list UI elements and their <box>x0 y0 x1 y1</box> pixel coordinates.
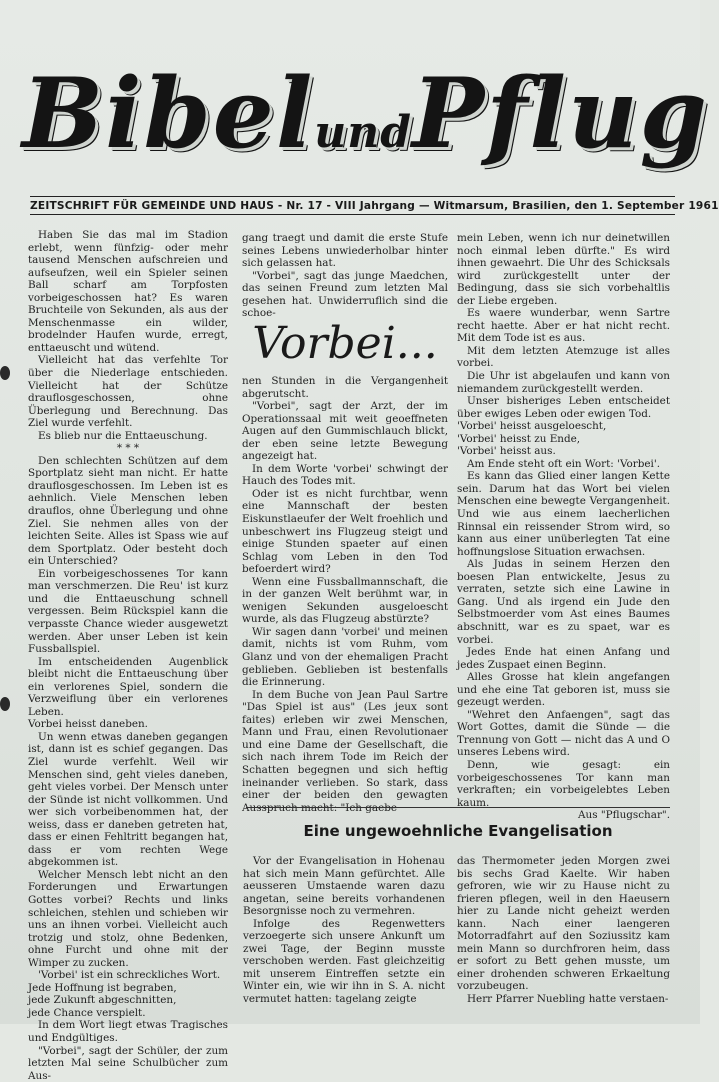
paragraph: Es blieb nur die Enttaeuschung. <box>38 429 208 442</box>
paragraph: In dem Buche von Jean Paul Sartre "Das Spiel ist aus" (Les jeux sont faites) erleben wir zwei Menschen, Mann und Frau, einen Revolutionaer und eine Dame der Gesellschaft, die sich nach ihrem Tode im Reich der Schatten begegnen und sich heftig ineinander verlieben. So stark, dass einer der beiden den gewagten Ausspruch macht: "Ich gaebe <box>242 688 448 814</box>
paragraph: Unser bisheriges Leben entscheidet über ewiges Leben oder ewigen Tod. <box>457 395 670 420</box>
punch-hole-top <box>0 366 10 380</box>
masthead-word-pflug: Pflug <box>412 57 709 170</box>
article1-col2-bottom <box>242 375 448 814</box>
paragraph: Aus "Pflugschar". <box>578 809 670 822</box>
paragraph: jede Chance verspielt. <box>28 1006 146 1019</box>
paragraph: das Thermometer jeden Morgen zwei bis sechs Grad Kaelte. Wir haben gefroren, wie wir zu Hause nicht zu frieren pflegen, weil in den Haeusern hier zu Lande nicht geheizt werden kann. Nach einer laengeren Motorradfahrt auf den Soziussitz kam mein Mann so durchfroren heim, dass er sofort zu Bett gehen musste, um einer drohenden schweren Erkaeltung vorzubeugen. <box>457 855 670 993</box>
paragraph: mein Leben, wenn ich nur deinetwillen noch einmal leben dürfte." Es wird ihnen gewaehrt. Die Uhr des Schicksals wird zurückgestellt unter der Bedingung, dass sie sich vorbehaltlis der Liebe ergeben. <box>457 232 670 307</box>
paragraph: Den schlechten Schützen auf dem Sportplatz sieht man nicht. Er hatte drauflosgeschossen. Im Leben ist es aehnlich. Viele Menschen leben drauflos, ohne Überlegung und ohne Ziel. Sie nehmen alles von der leichten Seite. Alles ist Spass wie auf dem Sportplatz. Oder besteht doch ein Unterschied? <box>28 454 228 568</box>
article1-col3 <box>457 232 670 822</box>
paragraph: Es kann das Glied einer langen Kette sein. Darum hat das Wort bei vielen Menschen eine bewegte Vergangenheit. Und wie aus einem laecherlichen Rinnsal ein reissender Strom wird, so kann aus einer unüberlegten Tat eine hoffnungslose Situation erwachsen. <box>457 470 670 558</box>
article2-col2 <box>457 855 670 1006</box>
paragraph: 'Vorbei' ist ein schreckliches Wort. <box>38 969 221 982</box>
paragraph: Als Judas in seinem Herzen den boesen Plan entwickelte, Jesus zu verraten, setzte sich eine Lawine in Gang. Und als irgend ein Jude den Selbstmoerder vom Ast eines Baumes abschnitt, war es zu spaet, war es vorbei. <box>457 558 670 646</box>
paragraph: Wir sagen dann 'vorbei' und meinen damit, nichts ist vom Ruhm, vom Glanz und von der ehemaligen Pracht geblieben. Geblieben ist bestenfalls die Erinnerung. <box>242 625 448 689</box>
article2-col1 <box>243 855 445 1006</box>
paragraph: Vorbei heisst daneben. <box>28 718 148 731</box>
paragraph: Jedes Ende hat einen Anfang und jedes Zuspaet einen Beginn. <box>457 646 670 671</box>
paragraph: jede Zukunft abgeschnitten, <box>28 994 177 1007</box>
paragraph: Mit dem letzten Atemzuge ist alles vorbei. <box>457 344 670 370</box>
paragraph: Oder ist es nicht furchtbar, wenn eine Mannschaft der besten Eiskunstlaeufer der Welt froehlich und unbeschwert ins Flugzeug steigt und einige Stunden spaeter auf einen Schlag vom Leben in den Tod befoerdert wird? <box>242 487 448 576</box>
paragraph: In dem Worte 'vorbei' schwingt der Hauch des Todes mit. <box>242 462 448 488</box>
paragraph: Haben Sie das mal im Stadion erlebt, wenn fünfzig- oder mehr tausend Menschen aufschreien und aufseufzen, weil ein Spieler seinen Ball scharf am Torpfosten vorbeigeschossen hat? Es waren Bruchteile von Sekunden, als aus der Menschenmasse ein wilder, brodelnder Haufen wurde, erregt, enttaeuscht und wütend. <box>28 229 228 354</box>
paragraph: Denn, wie gesagt: ein vorbeigeschossenes Tor kann man verkraften; ein vorbeigelebtes Leben kaum. <box>457 758 670 809</box>
paragraph: "Vorbei", sagt der Schüler, der zum letzten Mal seine Schulbücher zum Aus- <box>28 1044 228 1082</box>
punch-hole-bottom <box>0 697 10 711</box>
masthead-title <box>22 57 709 170</box>
paragraph: In dem Wort liegt etwas Tragisches und Endgültiges. <box>28 1019 228 1044</box>
paragraph: Infolge des Regenwetters verzoegerte sich unsere Ankunft um zwei Tage, der Beginn musste verschoben werden. Fast gleichzeitig mit unserem Eintreffen setzte ein Winter ein, wie wir ihn in S. A. nicht vermutet hatten: tagelang zeigte <box>243 917 445 1006</box>
paragraph: * * * <box>116 442 140 455</box>
article1-col2-top <box>242 232 448 320</box>
paragraph: nen Stunden in die Vergangenheit abgerutscht. <box>242 375 448 400</box>
paragraph: gang traegt und damit die erste Stufe seines Lebens unwiederholbar hinter sich gelassen hat. <box>242 232 448 270</box>
paragraph: Am Ende steht oft ein Wort: 'Vorbei'. <box>467 457 661 470</box>
paragraph: Wenn eine Fussballmannschaft, die in der ganzen Welt berühmt war, in wenigen Sekunden ausgeloescht wurde, als das Flugzeug abstürzte? <box>242 575 448 626</box>
paragraph: Un wenn etwas daneben gegangen ist, dann ist es schief gegangen. Das Ziel wurde verfehlt. Weil wir Menschen sind, geht vieles daneben, geht vieles vorbei. Der Mensch unter der Sünde ist nicht vollkommen. Und wer sich vorbeibenommen hat, der weiss, dass er daneben getreten hat, dass er einen Fehltritt begangen hat, dass er vom rechten Wege abgekommen ist. <box>28 730 228 869</box>
paragraph: Alles Grosse hat klein angefangen und ehe eine Tat geboren ist, muss sie gezeugt werden. <box>457 671 670 709</box>
paragraph: Herr Pfarrer Nuebling hatte verstaen- <box>467 993 669 1006</box>
paragraph: Vielleicht hat das verfehlte Tor über die Niederlage entschieden. Vielleicht hat der Schütze drauflosgeschossen, ohne Überlegung und Berechnung. Das Ziel wurde verfehlt. <box>28 354 228 430</box>
paragraph: Die Uhr ist abgelaufen und kann von niemandem zurückgestellt werden. <box>457 370 670 395</box>
paragraph: 'Vorbei' heisst aus. <box>457 445 556 458</box>
article2-title: Eine ungewoehnliche Evangelisation <box>303 822 613 840</box>
paragraph: 'Vorbei' heisst zu Ende, <box>457 432 581 445</box>
paragraph: Vor der Evangelisation in Hohenau hat sich mein Mann gefürchtet. Alle aeusseren Umstaende waren dazu angetan, seine bereits vorhandenen Besorgnisse noch zu vermehren. <box>243 855 445 918</box>
paragraph: Jede Hoffnung ist begraben, <box>28 981 177 994</box>
masthead <box>22 40 709 188</box>
paragraph: Im entscheidenden Augenblick bleibt nicht die Enttaeuschung über ein verlorenes Spiel, sondern die Verzweiflung über ein verlorenes Leben. <box>28 655 228 718</box>
article1-col1 <box>28 229 228 1082</box>
paragraph: 'Vorbei' heisst ausgeloescht, <box>457 420 607 433</box>
paragraph: Welcher Mensch lebt nicht an den Forderungen und Erwartungen Gottes vorbei? Rechts und links schleichen, stehlen und schieben wir uns an ihnen vorbei. Vielleicht auch trotzig und stolz, ohne Bedenken, ohne Furcht und ohne mit der Wimper zu zucken. <box>28 868 228 969</box>
section-divider <box>246 807 670 808</box>
paragraph: "Wehret den Anfaengen", sagt das Wort Gottes, damit die Sünde — die Trennung von Gott — nicht das A und O unseres Lebens wird. <box>457 708 670 759</box>
subtitle-bar: ZEITSCHRIFT FÜR GEMEINDE UND HAUS - Nr. 17 - VIII Jahrgang — Witmarsum, Brasilien, den 1. September 1961 <box>30 196 675 215</box>
paragraph: Es waere wunderbar, wenn Sartre recht haette. Aber er hat nicht recht. Mit dem Tode ist es aus. <box>457 307 670 345</box>
paragraph: Ein vorbeigeschossenes Tor kann man verschmerzen. Die Reu' ist kurz und die Enttaeuschung schnell vergessen. Beim Rückspiel kann die verpasste Chance wieder ausgewetzt werden. Aber unser Leben ist kein Fussballspiel. <box>28 567 228 656</box>
masthead-word-bibel: Bibel <box>22 57 315 170</box>
paragraph: "Vorbei", sagt das junge Maedchen, das seinen Freund zum letzten Mal gesehen hat. Unwiderruflich sind die schoe- <box>242 269 448 320</box>
masthead-word-und: und <box>314 107 413 158</box>
paragraph: "Vorbei", sagt der Arzt, der im Operationssaal mit weit geoeffneten Augen auf den Gummischlauch blickt, der eben seine letzte Bewegung angezeigt hat. <box>242 400 448 463</box>
article1-title: Vorbei... <box>252 318 438 369</box>
